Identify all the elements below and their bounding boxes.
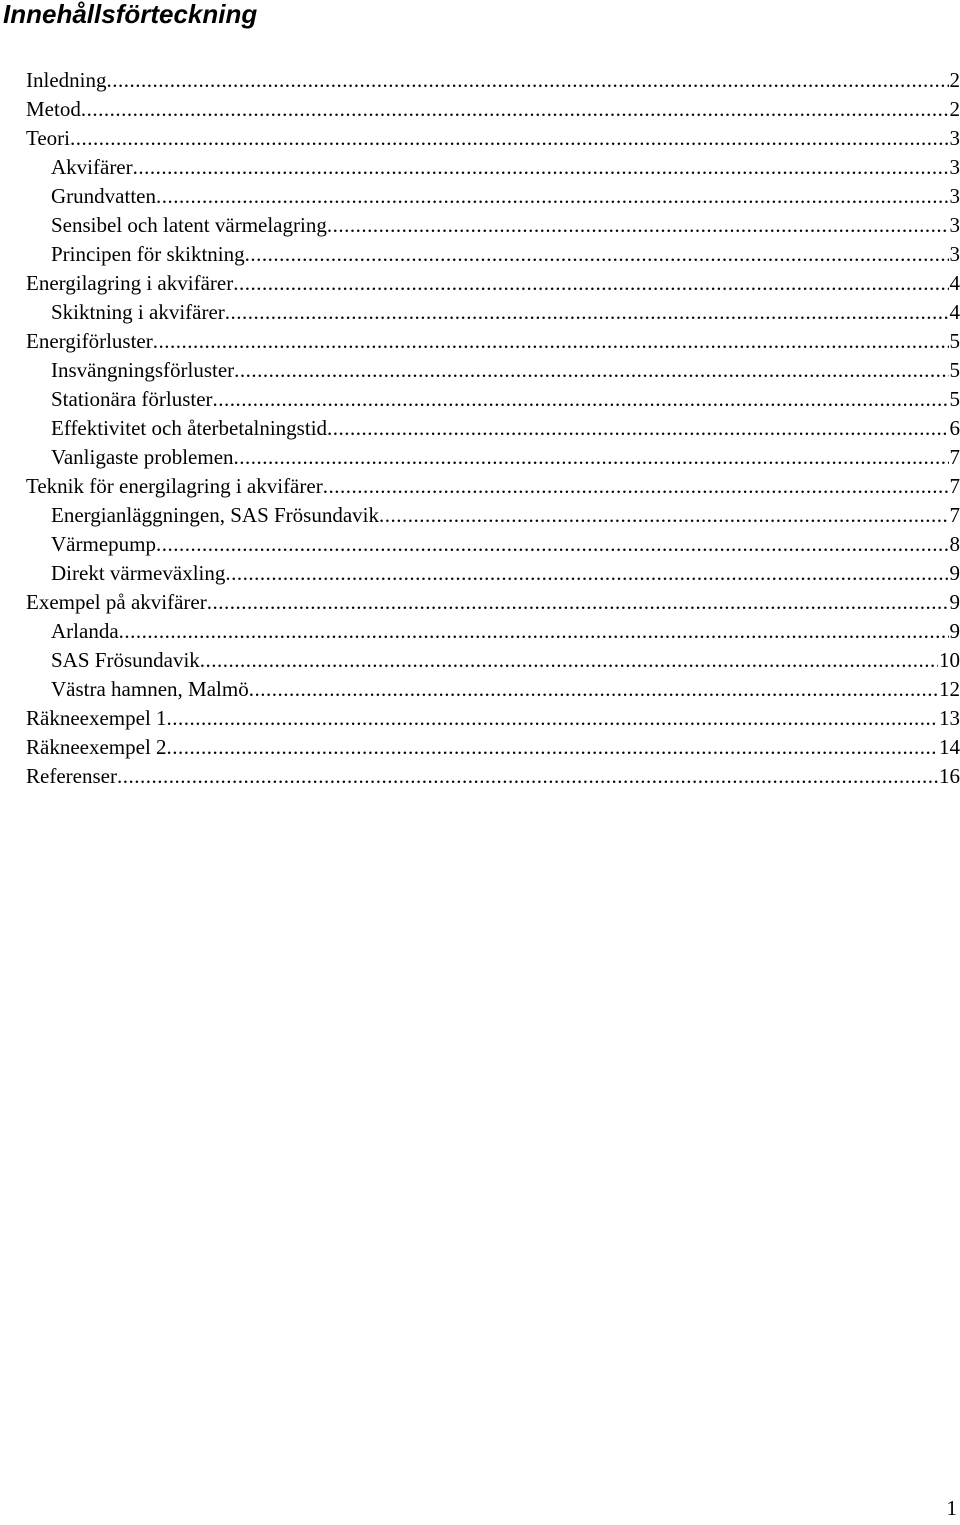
dot-leader [327,414,948,443]
toc-entry[interactable] [26,356,960,385]
dot-leader [207,588,949,617]
dot-leader [70,124,948,153]
toc-entry-label: Vanligaste problemen [51,445,234,469]
toc-entry-label: Räkneexempel 2 [26,735,167,759]
toc-entry[interactable] [26,95,960,124]
toc-entry-label: Stationära förluster [51,387,213,411]
dot-leader [117,762,938,791]
dot-leader [233,269,948,298]
toc-entry-page: 12 [939,677,960,701]
toc-entry-label: Direkt värmeväxling [51,561,226,585]
toc-entry-label: SAS Frösundavik [51,648,200,672]
dot-leader [323,472,949,501]
toc-entry-label: Räkneexempel 1 [26,706,167,730]
toc-entry[interactable] [26,124,960,153]
toc-entry[interactable] [26,211,960,240]
toc-entry-label: Akvifärer [51,155,133,179]
dot-leader [225,298,949,327]
toc-entry-page: 3 [949,126,960,150]
toc-entry[interactable] [26,646,960,675]
toc-entry-page: 14 [939,735,960,759]
toc-entry-label: Referenser [26,764,117,788]
dot-leader [249,675,938,704]
toc-entry[interactable] [26,414,960,443]
dot-leader [200,646,938,675]
toc-entry-label: Principen för skiktning [51,242,245,266]
page-number: 1 [946,1496,957,1520]
toc-entry-page: 5 [949,329,960,353]
toc-entry-page: 6 [949,416,960,440]
dot-leader [245,240,949,269]
toc-entry-page: 7 [949,445,960,469]
toc-entry[interactable] [26,327,960,356]
page-title: Innehållsförteckning [3,0,258,29]
dot-leader [156,182,949,211]
toc-entry-page: 7 [949,474,960,498]
dot-leader [234,356,948,385]
toc-entry[interactable] [26,617,960,646]
toc-entry-page: 4 [949,300,960,324]
toc-entry-label: Arlanda [51,619,119,643]
toc-entry[interactable] [26,443,960,472]
dot-leader [379,501,948,530]
dot-leader [167,733,938,762]
toc-entry-label: Värmepump [51,532,156,556]
dot-leader [81,95,949,124]
toc-entry-page: 8 [949,532,960,556]
toc-entry-page: 5 [949,387,960,411]
toc-entry-label: Effektivitet och återbetalningstid [51,416,328,440]
toc-entry-page: 2 [949,97,960,121]
dot-leader [167,704,938,733]
toc-entry-page: 3 [949,213,960,237]
toc-entry-page: 2 [949,68,960,92]
toc-entry-label: Insvängningsförluster [51,358,235,382]
toc-entry-page: 9 [949,619,960,643]
toc-entry-label: Grundvatten [51,184,156,208]
toc-entry[interactable] [26,501,960,530]
table-of-contents [26,66,960,791]
toc-entry-page: 9 [949,561,960,585]
toc-entry-label: Teori [26,126,71,150]
toc-entry-label: Västra hamnen, Malmö [51,677,249,701]
dot-leader [225,559,948,588]
toc-entry-label: Energilagring i akvifärer [26,271,234,295]
toc-entry-page: 3 [949,155,960,179]
toc-entry[interactable] [26,559,960,588]
toc-entry[interactable] [26,733,960,762]
toc-entry-page: 10 [939,648,960,672]
toc-entry[interactable] [26,182,960,211]
toc-entry[interactable] [26,530,960,559]
toc-entry-page: 5 [949,358,960,382]
toc-entry-page: 7 [949,503,960,527]
dot-leader [156,530,949,559]
toc-entry[interactable] [26,472,960,501]
toc-entry-page: 9 [949,590,960,614]
dot-leader [119,617,949,646]
toc-entry[interactable] [26,762,960,791]
toc-entry-page: 3 [949,184,960,208]
toc-entry[interactable] [26,153,960,182]
dot-leader [106,66,948,95]
toc-entry[interactable] [26,675,960,704]
dot-leader [234,443,949,472]
toc-entry-label: Sensibel och latent värmelagring [51,213,327,237]
toc-entry[interactable] [26,298,960,327]
toc-entry-page: 16 [939,764,960,788]
toc-entry-label: Energiförluster [26,329,153,353]
toc-entry[interactable] [26,385,960,414]
toc-entry[interactable] [26,66,960,95]
toc-entry[interactable] [26,240,960,269]
dot-leader [327,211,949,240]
toc-entry[interactable] [26,704,960,733]
dot-leader [153,327,949,356]
toc-entry-page: 3 [949,242,960,266]
toc-entry-label: Energianläggningen, SAS Frösundavik [51,503,380,527]
toc-entry-page: 13 [939,706,960,730]
toc-entry-label: Metod [26,97,81,121]
toc-entry[interactable] [26,269,960,298]
toc-entry[interactable] [26,588,960,617]
toc-entry-label: Teknik för energilagring i akvifärer [26,474,323,498]
toc-entry-label: Inledning [26,68,107,92]
dot-leader [213,385,949,414]
toc-entry-label: Exempel på akvifärer [26,590,207,614]
toc-entry-page: 4 [949,271,960,295]
toc-entry-label: Skiktning i akvifärer [51,300,225,324]
dot-leader [133,153,949,182]
